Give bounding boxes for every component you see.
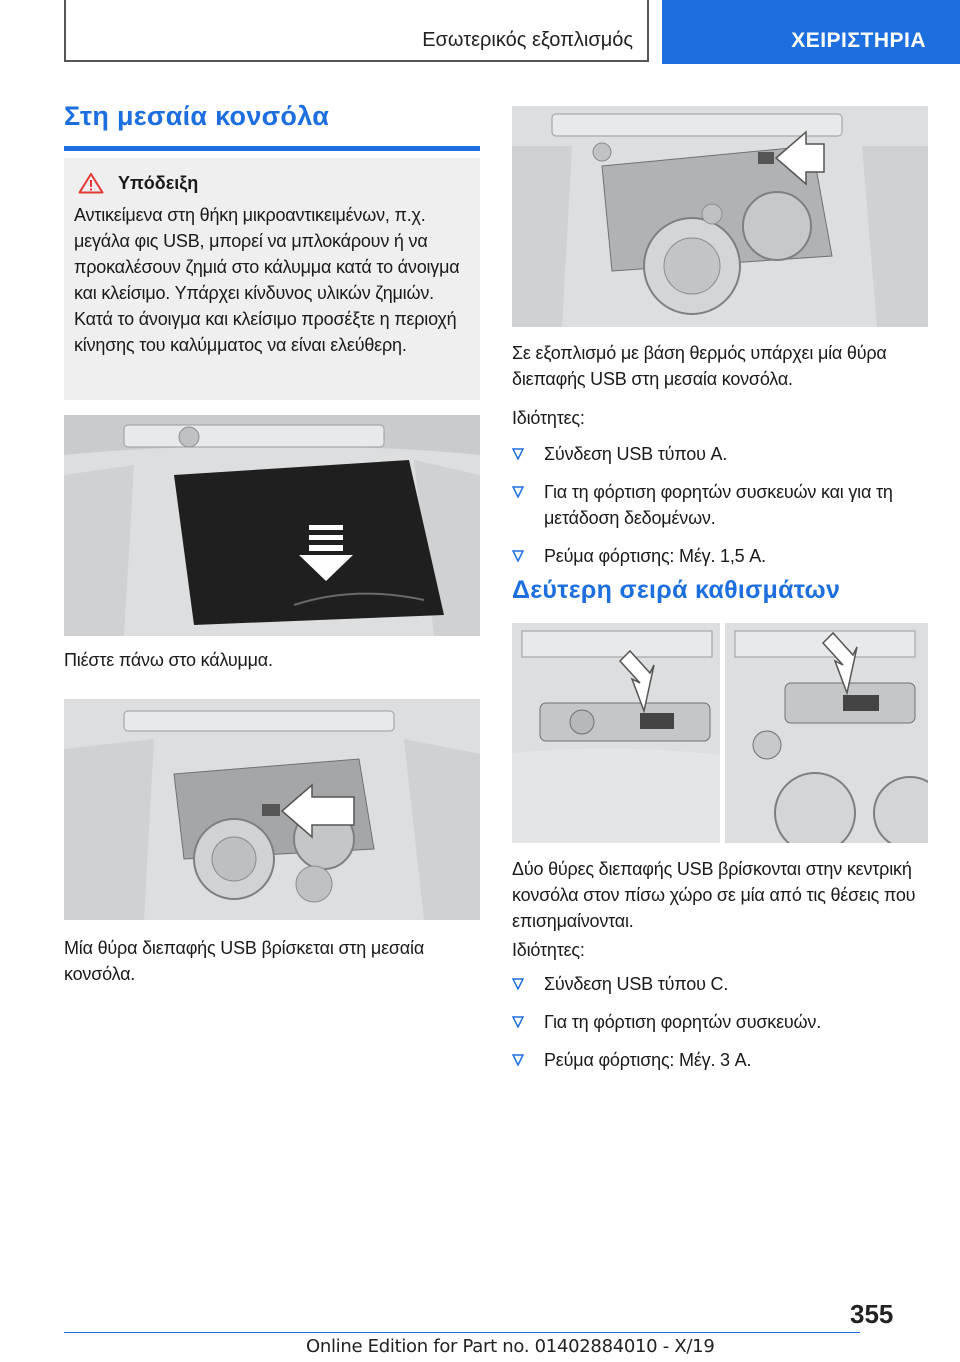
heading-rule <box>64 146 480 151</box>
section-heading: Στη μεσαία κονσόλα <box>64 101 330 131</box>
bullet-triangle-icon <box>512 448 524 460</box>
caption-usb-thermos: Σε εξοπλισμό με βάση θερμός υπάρχει μία θύρα διεπαφής USB στη μεσαία κονσόλα. <box>512 343 887 389</box>
caption-rear-usb: Δύο θύρες διεπαφής USB βρίσκονται στην κεντρική κονσόλα στον πίσω χώρο σε μία από τις θέσεις που επισημαίνονται. <box>512 859 916 931</box>
list-item: Για τη φόρτιση φορητών συσκευών και για τη μετάδοση δεδομένων. <box>512 479 928 531</box>
props-list-2 <box>512 971 928 1085</box>
props-label-2: Ιδιότητες: <box>512 940 585 960</box>
footer-edition: Online Edition for Part no. 01402884010 - X/19 <box>306 1336 715 1357</box>
page-number: 355 <box>850 1299 894 1329</box>
running-header-section: Εσωτερικός εξοπλισμός <box>64 0 649 62</box>
props-label-1: Ιδιότητες: <box>512 408 585 428</box>
warning-icon <box>78 172 104 194</box>
photo-console-cover <box>64 415 480 636</box>
bullet-triangle-icon <box>512 1016 524 1028</box>
photo-rear-usb-left <box>512 623 720 843</box>
photo-usb-centre-console <box>64 699 480 920</box>
list-item: Σύνδεση USB τύπου A. <box>512 441 928 467</box>
bullet-triangle-icon <box>512 486 524 498</box>
bullet-triangle-icon <box>512 1054 524 1066</box>
list-item: Ρεύμα φόρτισης: Μέγ. 1,5 A. <box>512 543 928 569</box>
note-text: Αντικείμενα στη θήκη μικροαντικειμένων, π.χ. μεγάλα φις USB, μπορεί να μπλοκάρουν ή να προκαλέσουν ζημιά στο κάλυμμα κατά το άνοιγμα και κλείσιμο. Υπάρχει κίνδυνος υλικών ζημιών. Κατά το άνοιγμα και κλείσιμο προσέξτε η περιοχή κίνησης του καλύμματος να είναι ελεύθερη. <box>74 205 460 355</box>
note-title: Υπόδειξη <box>118 172 199 193</box>
list-item: Ρεύμα φόρτισης: Μέγ. 3 A. <box>512 1047 928 1073</box>
bullet-triangle-icon <box>512 550 524 562</box>
section-heading-second-row: Δεύτερη σειρά καθισμάτων <box>512 576 841 604</box>
chapter-tab: ΧΕΙΡΙΣΤΗΡΙΑ <box>662 0 960 64</box>
photo-usb-thermos <box>512 106 928 327</box>
bullet-triangle-icon <box>512 978 524 990</box>
list-item: Σύνδεση USB τύπου C. <box>512 971 928 997</box>
note-box <box>64 158 480 400</box>
footer-rule <box>64 1332 860 1333</box>
caption-usb-centre: Μία θύρα διεπαφής USB βρίσκεται στη μεσαία κονσόλα. <box>64 938 425 984</box>
props-list-1 <box>512 441 928 581</box>
photo-rear-usb-right <box>725 623 928 843</box>
note-header <box>78 172 468 194</box>
caption-press-cover: Πιέστε πάνω στο κάλυμμα. <box>64 650 273 670</box>
list-item: Για τη φόρτιση φορητών συσκευών. <box>512 1009 928 1035</box>
